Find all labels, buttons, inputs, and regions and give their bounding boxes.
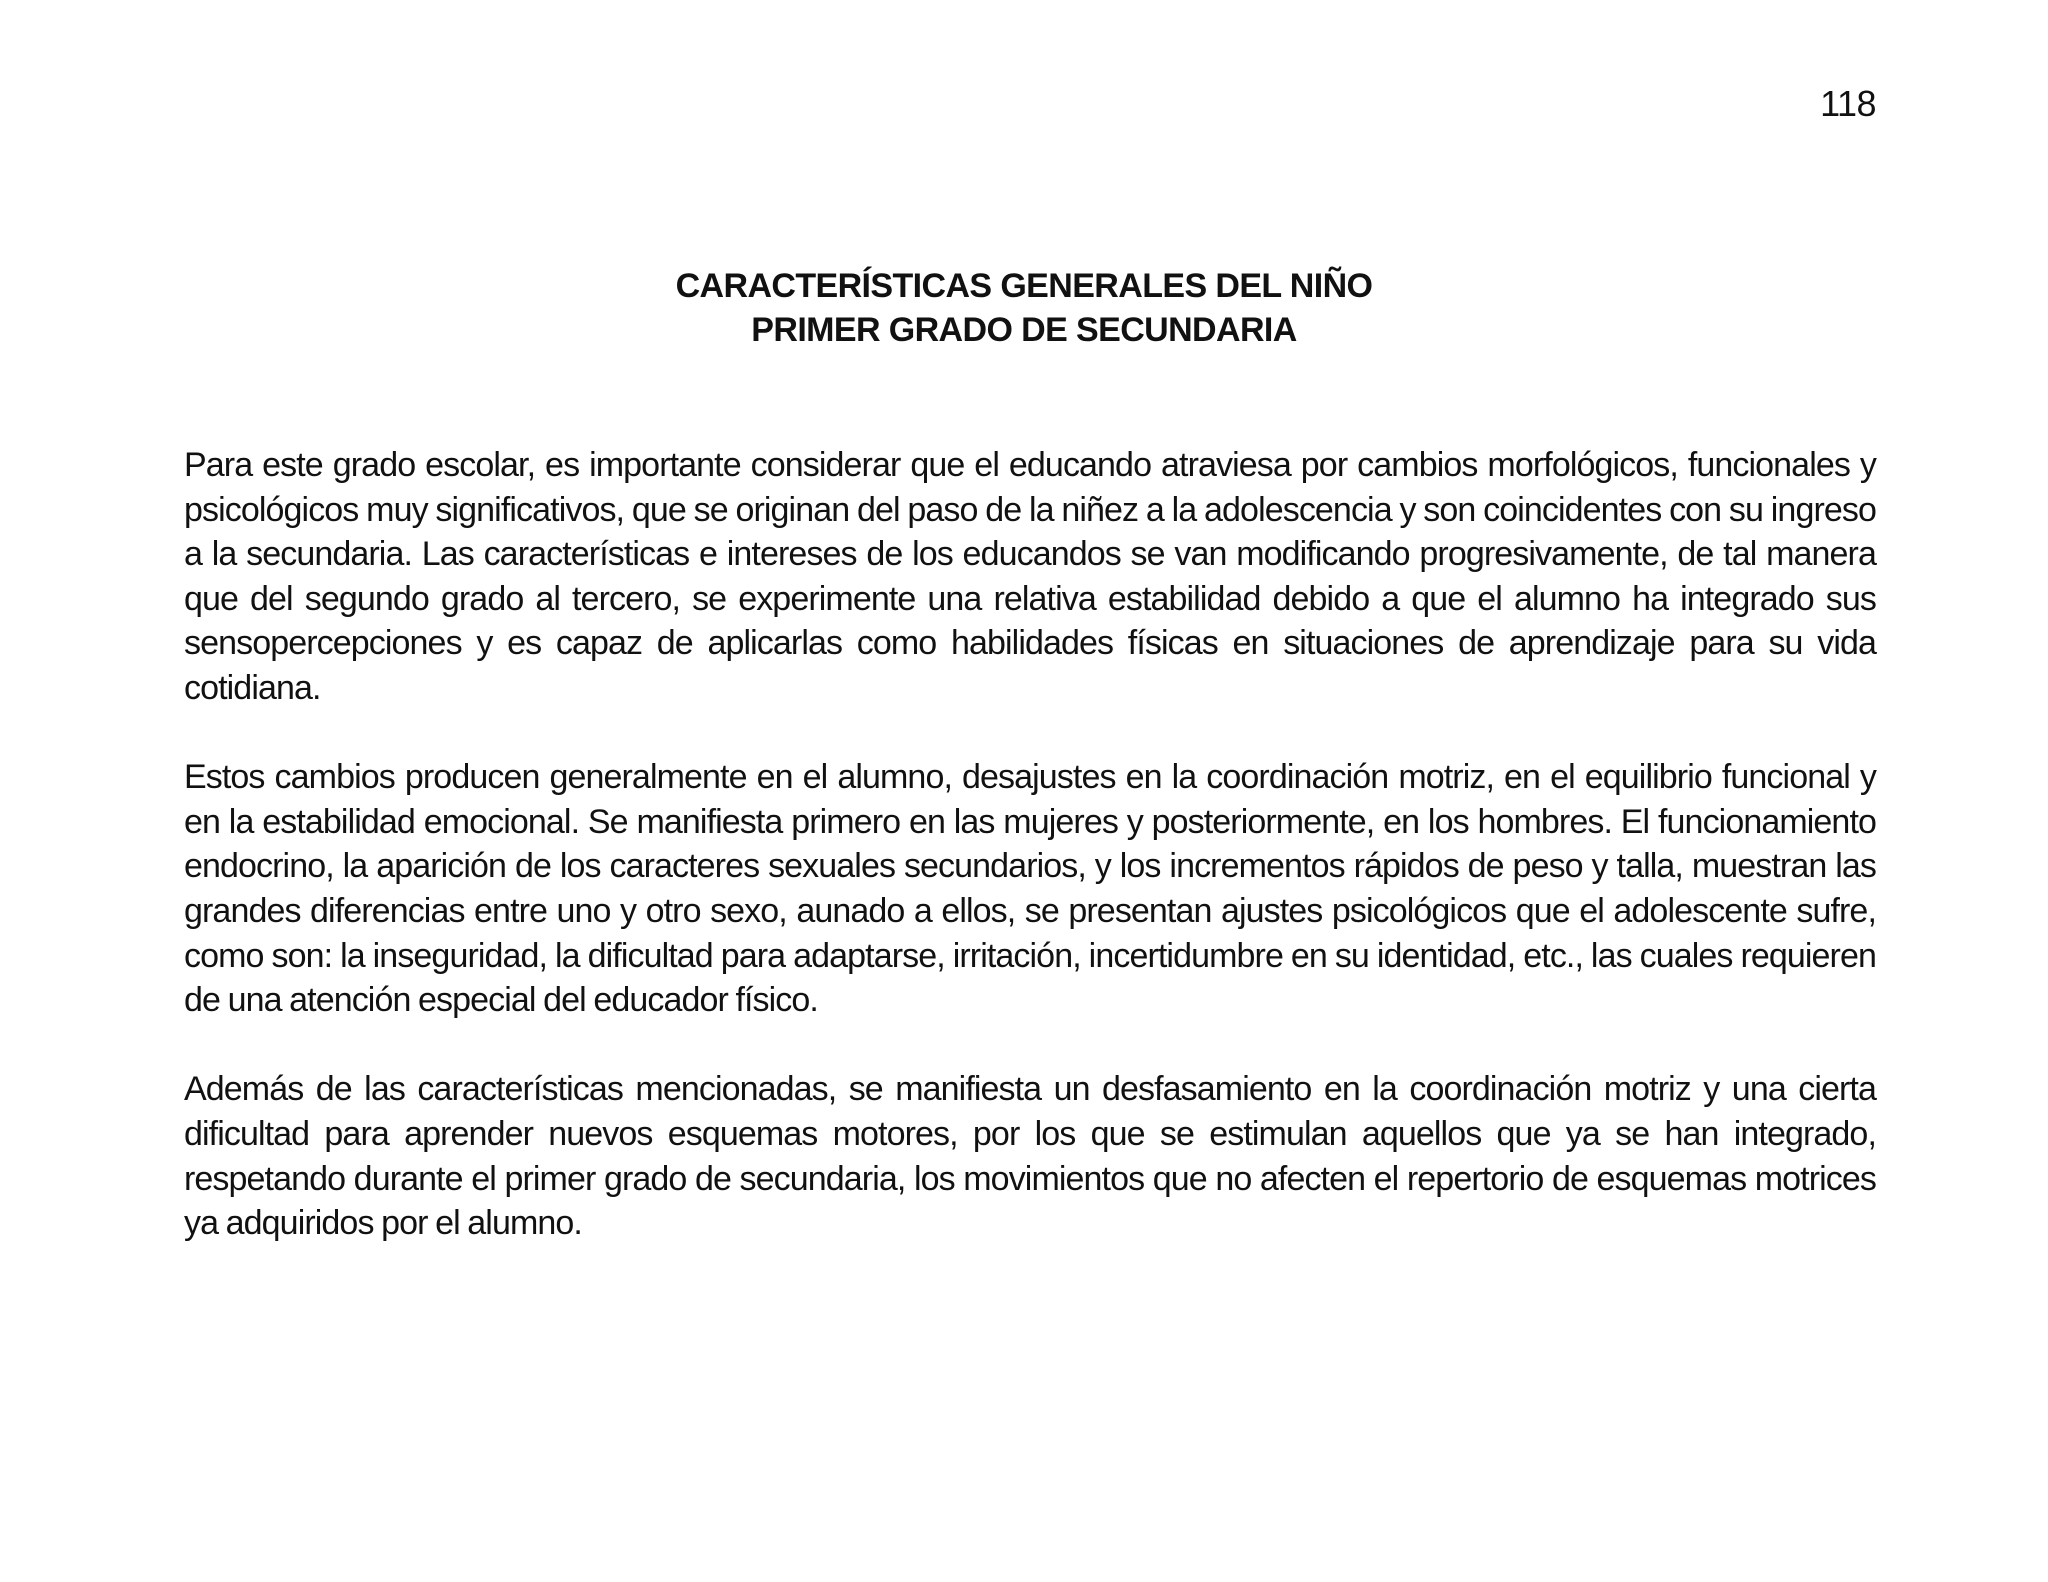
page-number: 118 (1820, 83, 1876, 124)
body-text (184, 443, 1876, 1290)
paragraph: Para este grado escolar, es importante considerar que el educando atraviesa por cambios morfológicos, funcionales y psicológicos muy significativos, que se originan del paso de la niñez a la adolescencia y son coincidentes con su ingreso a la secundaria. Las características e intereses de los educandos se van modificando progresivamente, de tal manera que del segundo grado al tercero, se experimente una relativa estabilidad debido a que el alumno ha integrado sus sensopercepciones y es capaz de aplicarlas como habilidades físicas en situaciones de aprendizaje para su vida cotidiana. (184, 446, 1876, 707)
heading-line-2: PRIMER GRADO DE SECUNDARIA (751, 311, 1297, 349)
paragraph: Además de las características mencionadas, se manifiesta un desfasamiento en la coordinación motriz y una cierta dificultad para aprender nuevos esquemas motores, por los que se estimulan aquellos que ya se han integrado, respetando durante el primer grado de secundaria, los movimientos que no afecten el repertorio de esquemas motrices ya adquiridos por el alumno. (184, 1070, 1876, 1243)
paragraph: Estos cambios producen generalmente en el alumno, desajustes en la coordinación motriz, en el equilibrio funcional y en la estabilidad emocional. Se manifiesta primero en las mujeres y posteriormente, en los hombres. El funcionamiento endocrino, la aparición de los caracteres sexuales secundarios, y los incrementos rápidos de peso y talla, muestran las grandes diferencias entre uno y otro sexo, aunado a ellos, se presentan ajustes psicológicos que el adolescente sufre, como son: la inseguridad, la dificultad para adaptarse, irritación, incertidumbre en su identidad, etc., las cuales requieren de una atención especial del educador físico. (184, 758, 1876, 1020)
heading-line-1: CARACTERÍSTICAS GENERALES DEL NIÑO (675, 267, 1373, 305)
section-heading (0, 264, 2048, 352)
